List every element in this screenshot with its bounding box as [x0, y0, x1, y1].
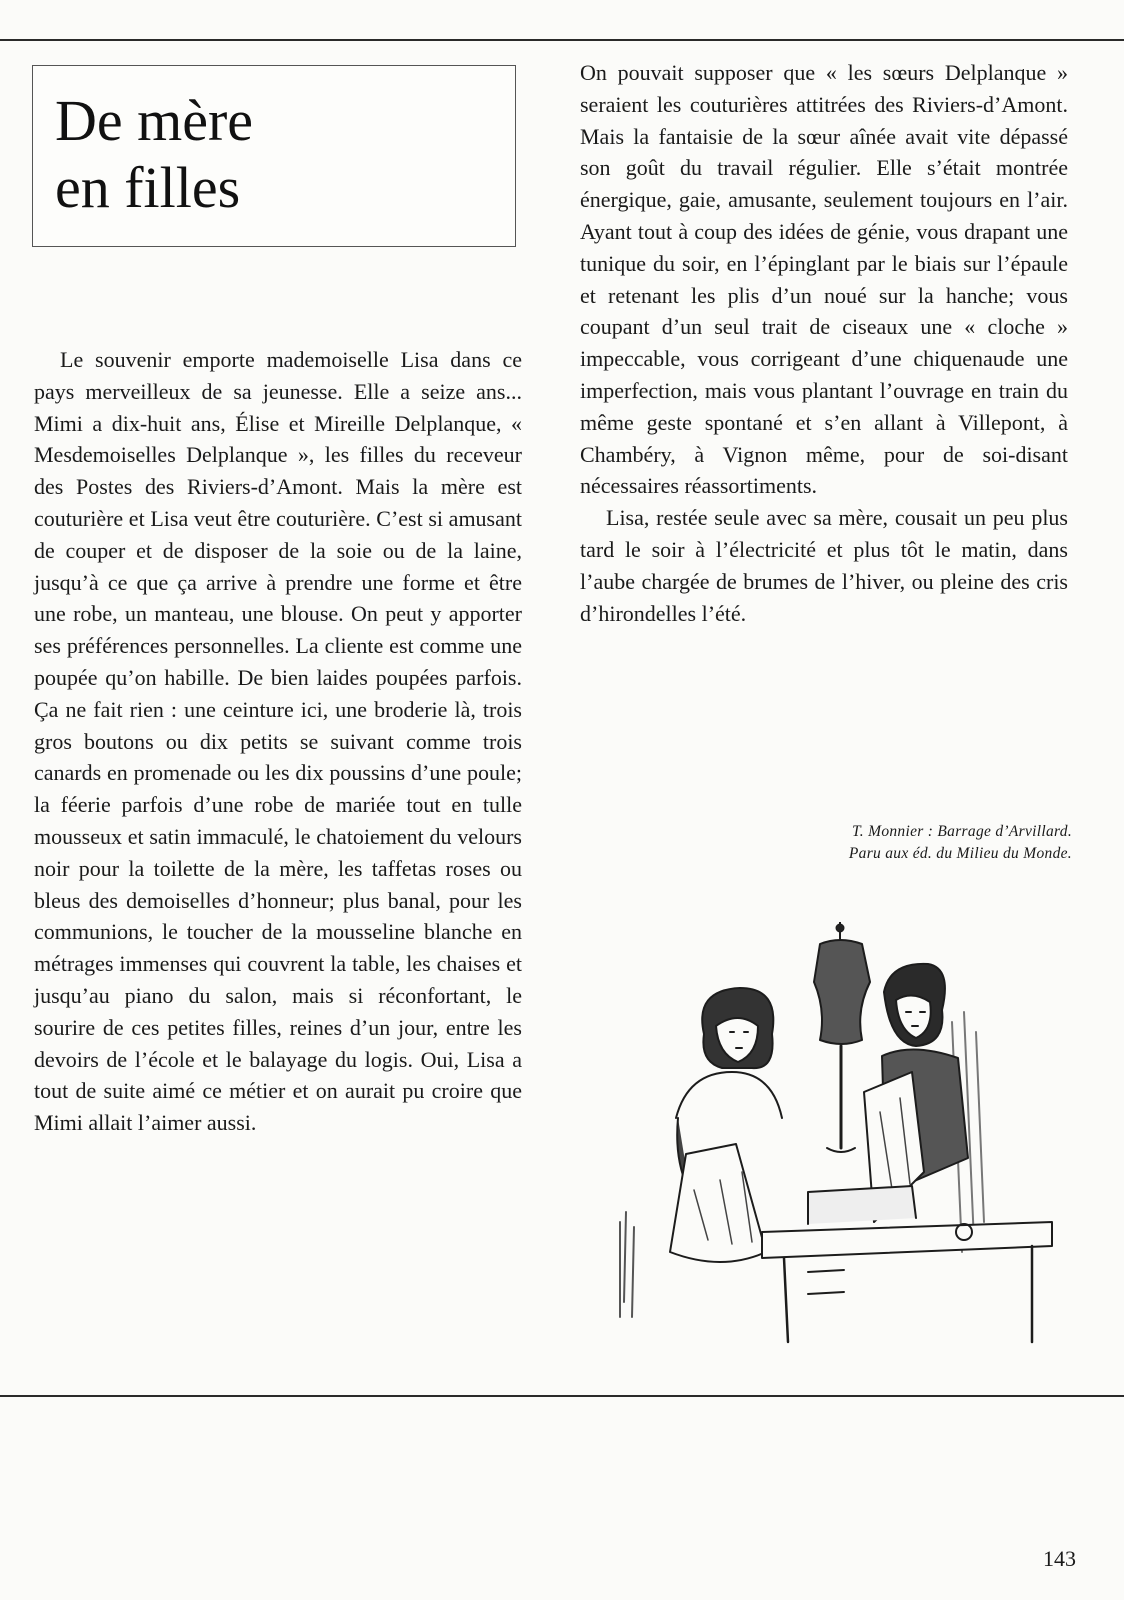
sewing-illustration — [612, 922, 1054, 1346]
bottom-rule — [0, 1395, 1124, 1397]
left-column-paragraph: Le souvenir emporte mademoiselle Lisa dans ce pays merveilleux de sa jeunesse. Elle a seize ans... Mimi a dix-huit ans, Élise et Mireille Delplanque, « Mesdemoiselles Delplanque », les filles du receveur des Postes des Riviers-d’Amont. Mais la mère est couturière et Lisa veut être couturière. C’est si amusant de couper et de disposer de la soie ou de la laine, jusqu’à ce que ça arrive à prendre une forme et être une robe, un manteau, une blouse. On peut y apporter ses préférences personnelles. La cliente est comme une poupée qu’on habille. De bien laides poupées parfois. Ça ne fait rien : une ceinture ici, une broderie là, trois gros boutons ou dix petits se suivant comme trois canards en promenade ou les dix poussins d’une poule; la féerie parfois d’une robe de mariée tout en tulle mousseux et satin immaculé, le chatoiement du velours noir pour la toilette de la mère, les taffetas roses ou bleus des demoiselles d’honneur; plus banal, pour les communions, le toucher de la mousseline blanche en métrages immenses qui couvrent la table, les chaises et jusqu’au piano du salon, mais si réconfortant, le sourire de ces petites filles, reines d’un jour, entre les devoirs de l’école et le balayage du logis. Oui, Lisa a tout de suite aimé ce métier et on aurait pu croire que Mimi allait l’aimer aussi. — [34, 347, 522, 1136]
title-line-2: en filles — [55, 154, 241, 220]
title-box — [32, 65, 516, 247]
left-column — [34, 344, 522, 1139]
source-line-1: T. Monnier : Barrage d’Arvillard. — [852, 823, 1072, 840]
right-column-paragraph-1: On pouvait supposer que « les sœurs Delplanque » seraient les couturières attitrées des Riviers-d’Amont. Mais la fantaisie de la sœur aînée avait vite dépassé son goût du travail régulier. Elle s’était montrée énergique, gaie, amusante, seulement toujours en l’air. Ayant tout à coup des idées de génie, vous drapant une tunique du soir, en l’épinglant par le biais sur l’épaule et retenant les plis d’un noué sur la hanche; vous coupant d’un seul trait de ciseaux une « cloche » impeccable, vous corrigeant d’une chiquenaude une imperfection, mais vous plantant l’ouvrage en train du même geste spontané et s’en allant à Villepont, à Chambéry, à Vignon même, pour de soi-disant nécessaires réassortiments. — [580, 60, 1068, 499]
title-line-1: De mère — [55, 88, 254, 153]
page-number: 143 — [1043, 1546, 1076, 1571]
right-column-paragraph-2: Lisa, restée seule avec sa mère, cousait un peu plus tard le soir à l’électricité et plus tôt le matin, dans l’aube chargée de brumes de l’hiver, ou pleine des cris d’hirondelles l’été. — [580, 505, 1068, 626]
right-column — [580, 57, 1068, 629]
source-line-2: Paru aux éd. du Milieu du Monde. — [848, 845, 1072, 862]
page-title — [55, 88, 253, 221]
top-rule — [0, 39, 1124, 41]
source-citation — [640, 821, 1072, 865]
